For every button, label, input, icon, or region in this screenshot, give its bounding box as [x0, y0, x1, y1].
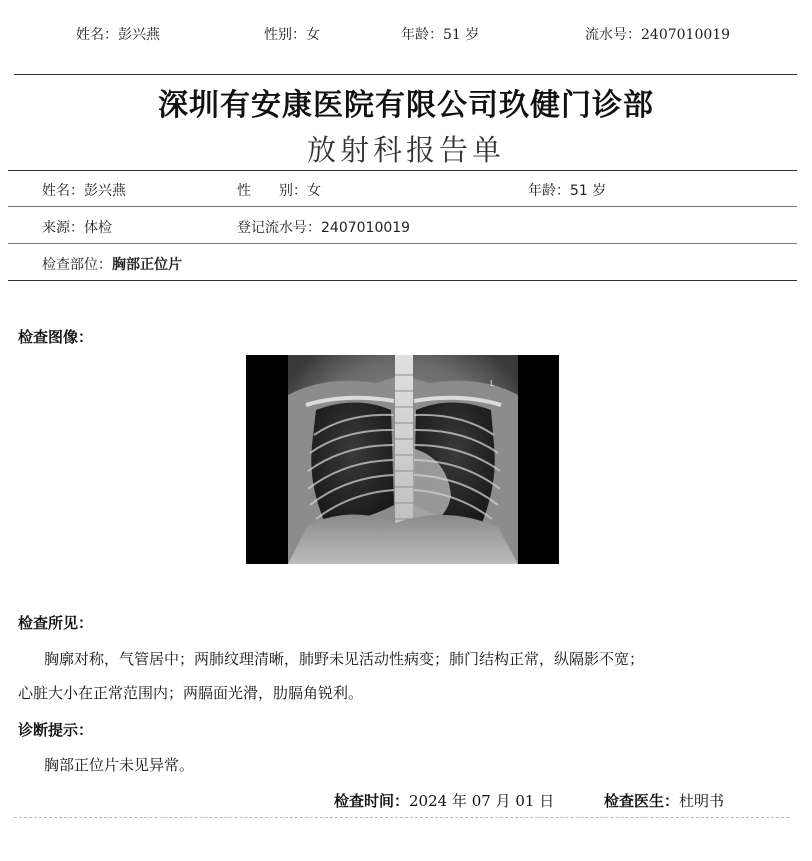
header-name-label: 姓名： — [76, 27, 118, 43]
info-age-label: 年龄： — [528, 183, 570, 199]
title-divider — [8, 170, 797, 171]
info-row-divider-1 — [8, 206, 797, 207]
chest-xray-image — [246, 355, 559, 564]
info-part-value: 胸部正位片 — [112, 257, 182, 273]
header-sex-value: 女 — [306, 27, 320, 43]
header-serial — [585, 24, 730, 44]
info-sex-label: 性 别： — [237, 183, 307, 199]
header-patient-age — [401, 24, 479, 44]
footer-divider — [14, 817, 789, 818]
header-patient-sex — [264, 24, 320, 44]
exam-time — [334, 790, 554, 811]
findings-label: 检查所见： — [18, 614, 94, 632]
header-sex-label: 性别： — [264, 27, 306, 43]
info-source-value: 体检 — [84, 220, 112, 236]
info-sex — [237, 180, 321, 200]
header-divider — [14, 74, 797, 75]
info-source — [42, 217, 112, 237]
header-serial-label: 流水号： — [585, 27, 641, 43]
header-age-value: 51 岁 — [443, 27, 480, 43]
diagnosis-text: 胸部正位片未见异常。 — [44, 756, 195, 774]
info-row-divider-2 — [8, 243, 797, 244]
exam-doctor-value: 杜明书 — [679, 792, 725, 810]
exam-doctor-label: 检查医生： — [604, 792, 680, 810]
xray-side-marker: L — [490, 379, 495, 388]
info-reg-serial-value: 2407010019 — [321, 220, 411, 236]
findings-text-line-2: 心脏大小在正常范围内；两膈面光滑，肋膈角锐利。 — [18, 684, 364, 702]
exam-doctor — [604, 790, 724, 811]
info-age-value: 51 岁 — [570, 183, 607, 199]
exam-time-value: 2024 年 07 月 01 日 — [409, 792, 555, 810]
report-title: 放射科报告单 — [306, 133, 505, 167]
hospital-title: 深圳有安康医院有限公司玖健门诊部 — [158, 88, 654, 123]
info-name — [42, 180, 126, 200]
info-exam-part — [42, 254, 182, 274]
findings-text-line-1: 胸廓对称，气管居中；两肺纹理清晰，肺野未见活动性病变；肺门结构正常，纵隔影不宽； — [44, 650, 645, 668]
info-sex-value: 女 — [307, 183, 321, 199]
header-name-value: 彭兴燕 — [118, 27, 160, 43]
info-part-label: 检查部位： — [42, 257, 112, 273]
info-name-value: 彭兴燕 — [84, 183, 126, 199]
diagnosis-label: 诊断提示： — [18, 721, 94, 739]
info-name-label: 姓名： — [42, 183, 84, 199]
info-reg-serial-label: 登记流水号： — [237, 220, 321, 236]
info-age — [528, 180, 606, 200]
header-age-label: 年龄： — [401, 27, 443, 43]
header-patient-name — [76, 24, 160, 44]
info-source-label: 来源： — [42, 220, 84, 236]
info-bottom-divider — [8, 280, 797, 281]
image-section-label: 检查图像： — [18, 328, 94, 346]
info-reg-serial — [237, 217, 410, 237]
header-serial-value: 2407010019 — [641, 27, 731, 43]
exam-time-label: 检查时间： — [334, 792, 410, 810]
